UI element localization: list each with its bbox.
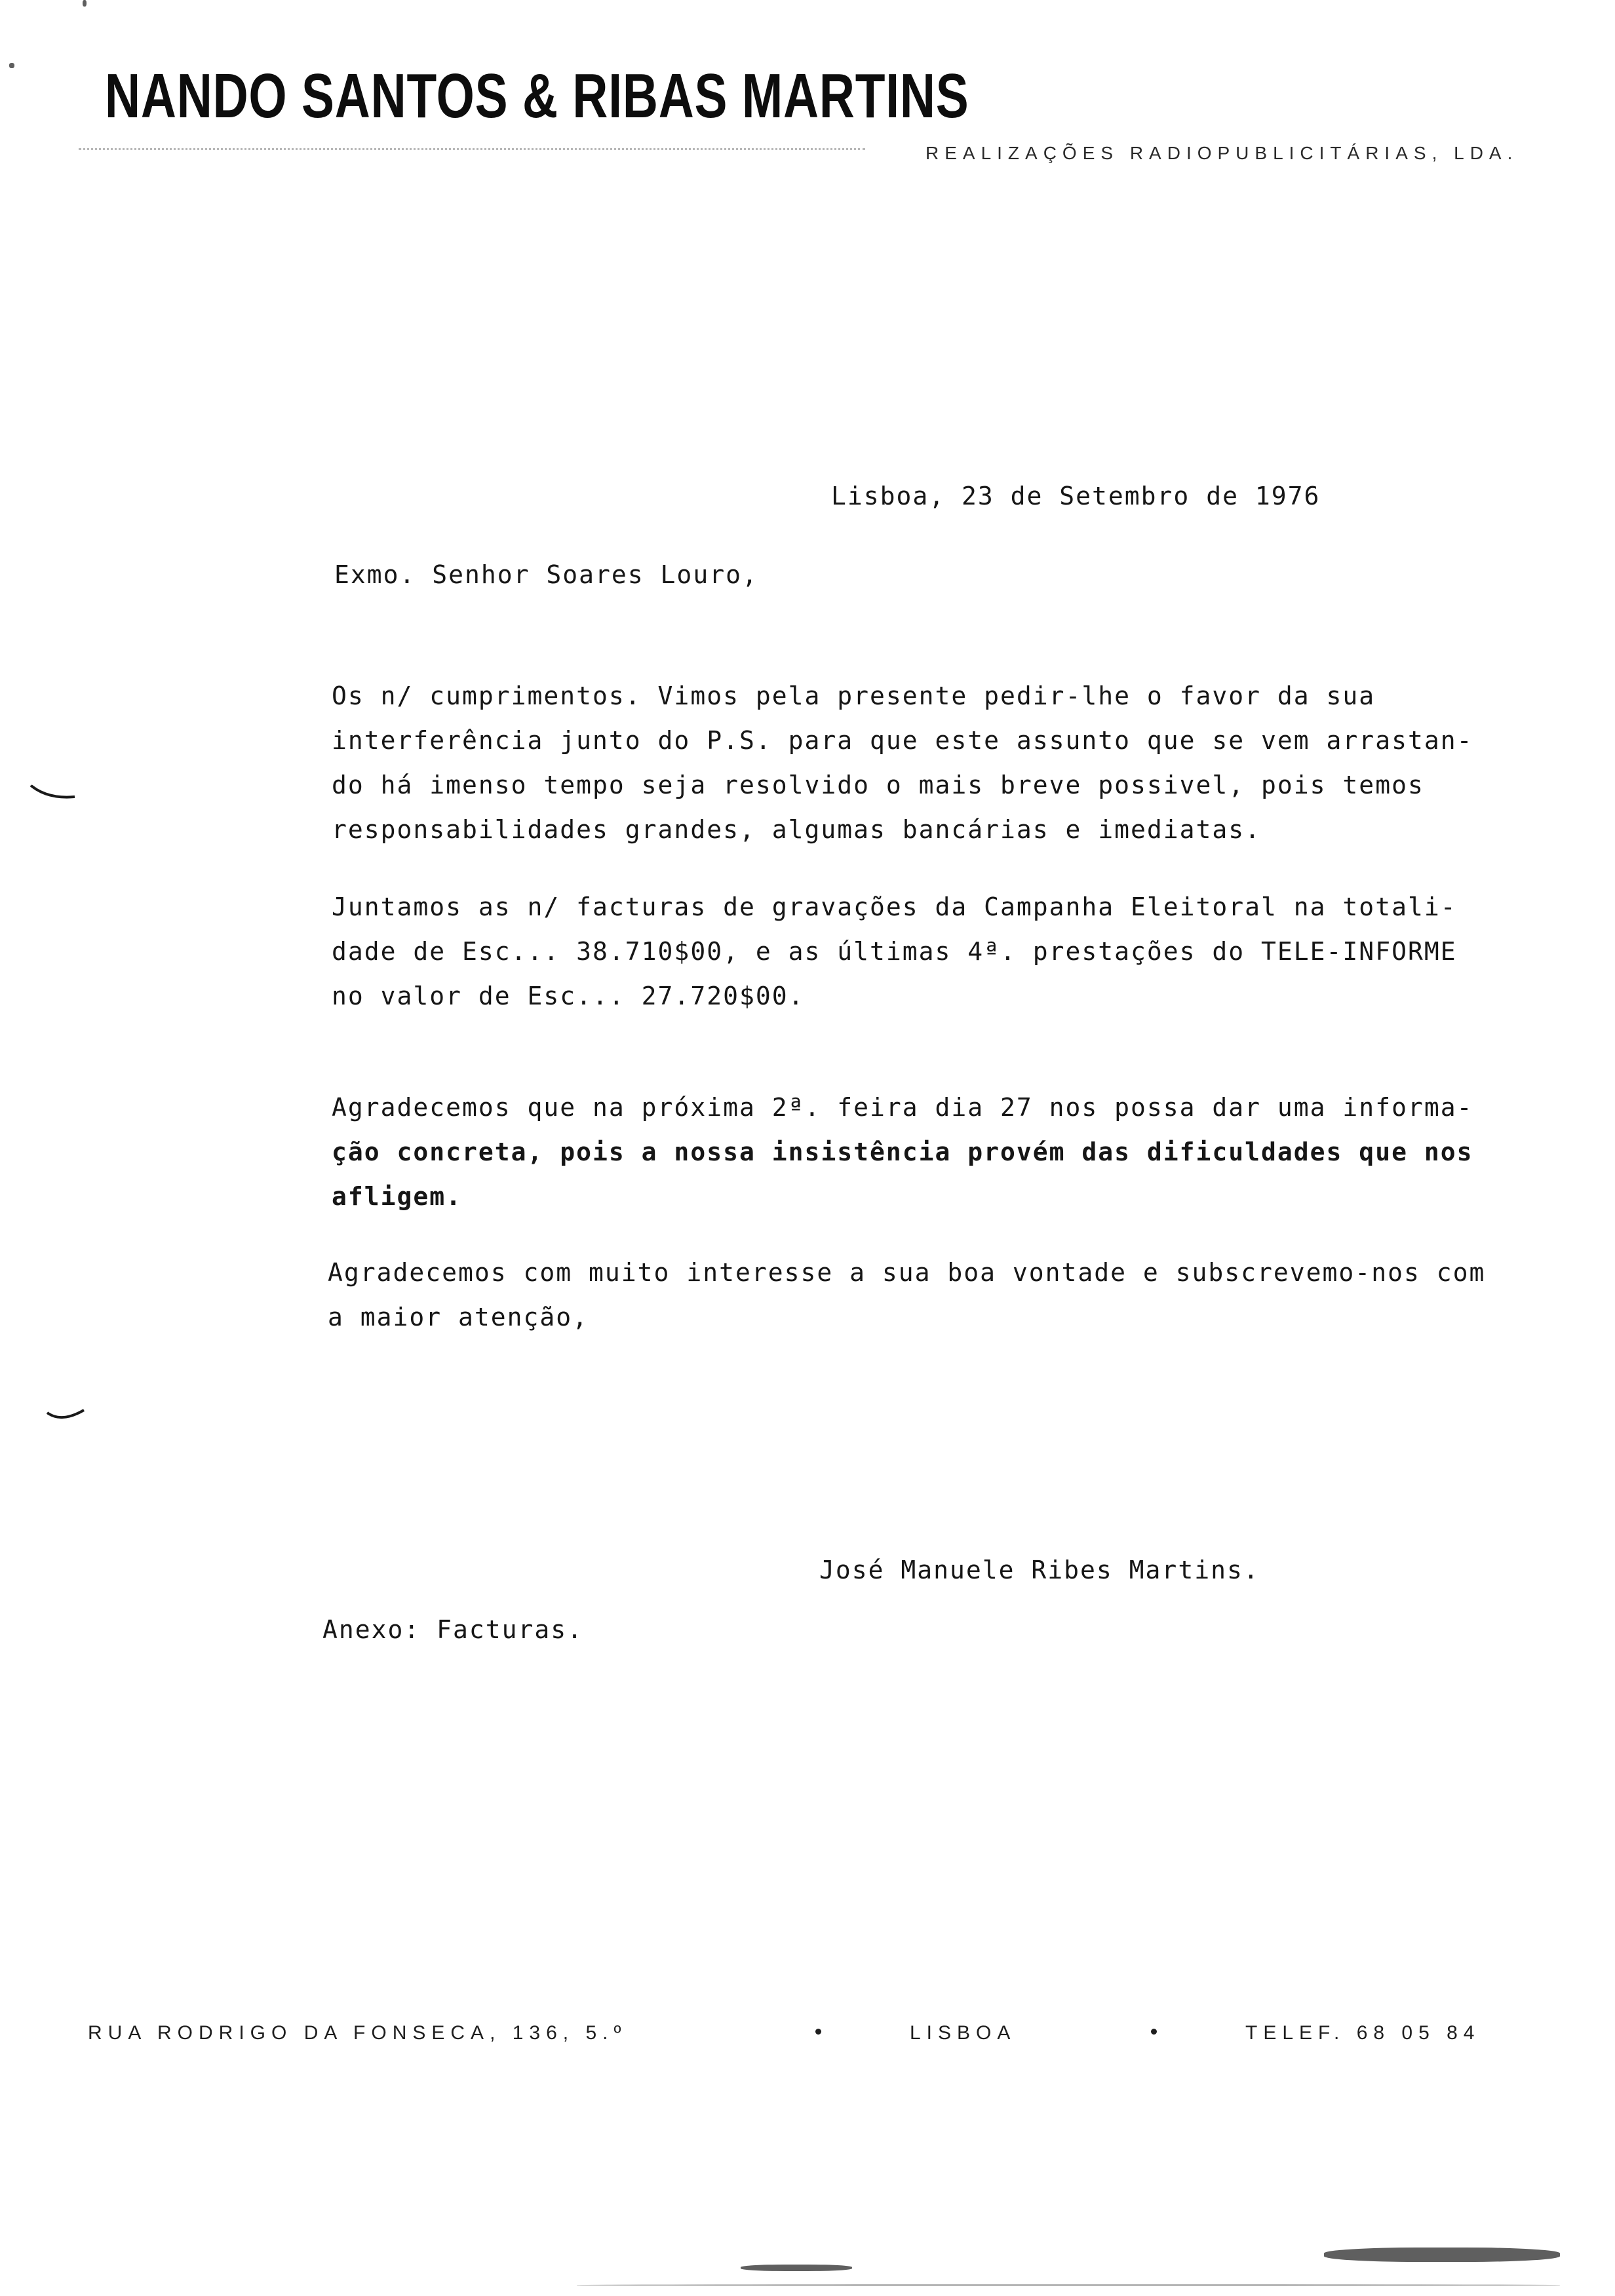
- paragraph-3-line: afligem.: [332, 1182, 463, 1211]
- salutation: Exmo. Senhor Soares Louro,: [334, 560, 758, 589]
- punch-hole-mark: [26, 780, 79, 806]
- paragraph-2-line: no valor de Esc... 27.720$00.: [332, 982, 805, 1010]
- scan-edge-line: [577, 2284, 1560, 2286]
- scan-edge-smudge: [1324, 2248, 1560, 2262]
- footer-separator-dot: [1151, 2029, 1157, 2035]
- footer-city: LISBOA: [910, 2022, 1017, 2044]
- paragraph-4-line: a maior atenção,: [328, 1303, 589, 1331]
- paragraph-1-line: responsabilidades grandes, algumas bancárias e imediatas.: [332, 815, 1262, 844]
- scan-edge-smudge: [741, 2265, 852, 2271]
- paragraph-3-line: ção concreta, pois a nossa insistência provém das dificuldades que nos: [332, 1138, 1473, 1166]
- scan-speck: [9, 63, 14, 68]
- footer-separator-dot: [815, 2029, 821, 2035]
- paragraph-1-line: do há imenso tempo seja resolvido o mais breve possivel, pois temos: [332, 771, 1424, 799]
- date-line: Lisboa, 23 de Setembro de 1976: [831, 482, 1321, 510]
- letterhead-company-name: NANDO SANTOS & RIBAS MARTINS: [105, 61, 969, 131]
- footer-phone: TELEF. 68 05 84: [1245, 2022, 1481, 2044]
- paragraph-3-line: Agradecemos que na próxima 2ª. feira dia 27 nos possa dar uma informa-: [332, 1093, 1473, 1122]
- letterhead-divider: [79, 148, 865, 150]
- paragraph-1-line: Os n/ cumprimentos. Vimos pela presente pedir-lhe o favor da sua: [332, 681, 1376, 710]
- paragraph-4-line: Agradecemos com muito interesse a sua boa vontade e subscrevemo-nos com: [328, 1258, 1486, 1287]
- paragraph-2-line: dade de Esc... 38.710$00, e as últimas 4ª. prestações do TELE-INFORME: [332, 937, 1457, 966]
- punch-hole-mark: [42, 1389, 94, 1428]
- footer-address: RUA RODRIGO DA FONSECA, 136, 5.º: [88, 2022, 627, 2044]
- signature-name: José Manuele Ribes Martins.: [819, 1556, 1260, 1584]
- paragraph-2-line: Juntamos as n/ facturas de gravações da Campanha Eleitoral na totali-: [332, 892, 1457, 921]
- paragraph-1-line: interferência junto do P.S. para que este assunto que se vem arrastan-: [332, 726, 1473, 755]
- scan-speck: [83, 0, 87, 7]
- letterhead-tagline: REALIZAÇÕES RADIOPUBLICITÁRIAS, LDA.: [925, 143, 1519, 163]
- annex-note: Anexo: Facturas.: [322, 1615, 584, 1644]
